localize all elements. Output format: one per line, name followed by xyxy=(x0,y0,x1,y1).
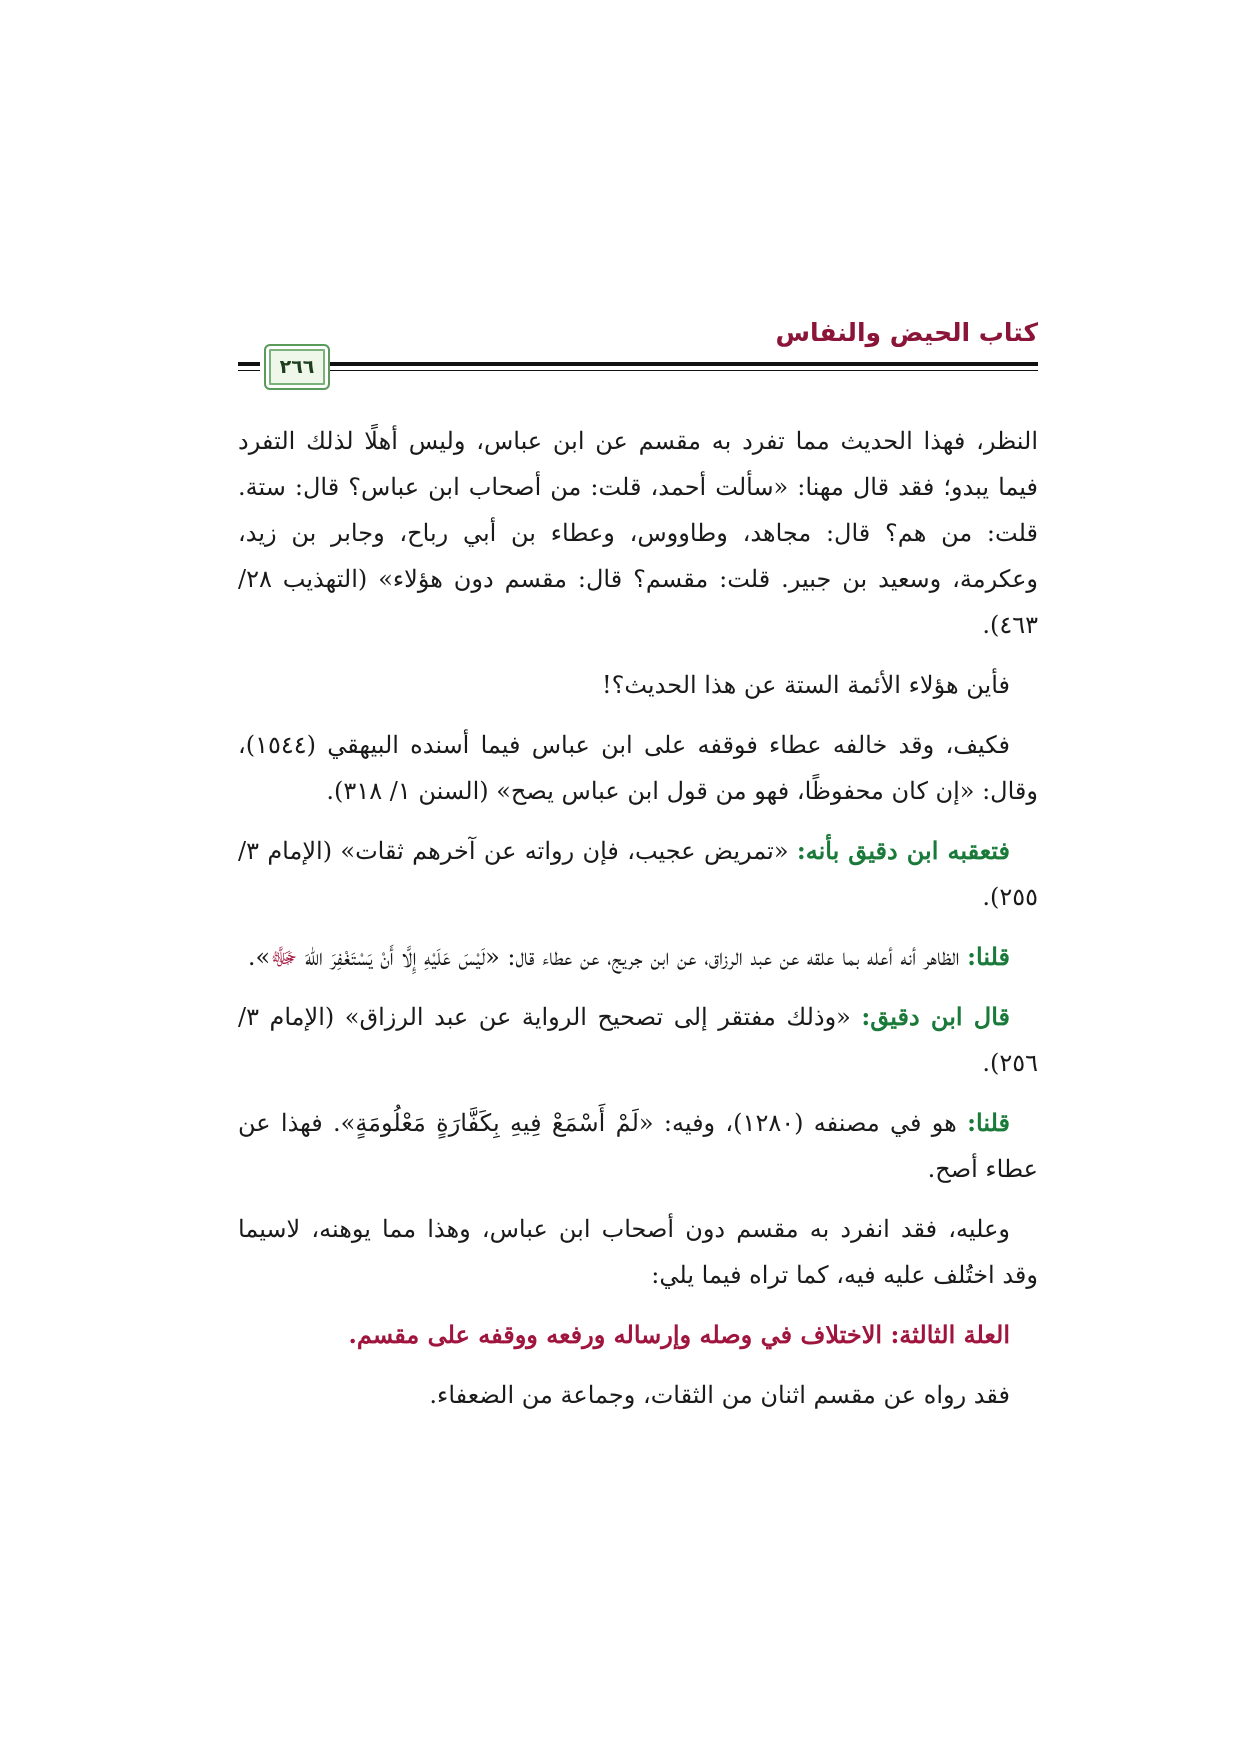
paragraph-9: فقد رواه عن مقسم اثنان من الثقات، وجماعة من الضعفاء. xyxy=(429,1381,1010,1409)
header-rule-thin xyxy=(330,370,1038,371)
paragraph-5-text-a: الظاهر أنه أعله بما علقه عن عبد الرزاق، عن ابن جريج، عن عطاء قال: «لَيْسَ عَلَيْهِ إِلَّا أَنْ يَسْتَغْفِرَ اللهَ xyxy=(297,943,968,971)
book-title: كتاب الحيض والنفاس xyxy=(775,318,1038,347)
header-rule-thick xyxy=(330,362,1038,366)
paragraph-5-text-b: ». xyxy=(247,943,271,971)
page-body xyxy=(238,418,1038,1432)
paragraph-4-text: «تمريض عجيب، فإن رواته عن آخرهم ثقات» (الإمام ٣/ ٢٥٥). xyxy=(238,837,1038,911)
page-number-badge xyxy=(264,344,330,390)
paragraph-7 xyxy=(238,1100,1038,1192)
paragraph-2: فأين هؤلاء الأئمة الستة عن هذا الحديث؟! xyxy=(601,671,1010,699)
page-header xyxy=(238,318,1038,390)
paragraph-7-label: قلنا: xyxy=(967,1108,1010,1137)
paragraph-3: فكيف، وقد خالفه عطاء فوقفه على ابن عباس فيما أسنده البيهقي (١٥٤٤)، وقال: «إن كان محفوظًا، فهو من قول ابن عباس يصح» (السنن ١/ ٣١٨). xyxy=(238,731,1038,805)
page-number: ٢٦٦ xyxy=(279,356,315,378)
paragraph-7-text: هو في مصنفه (١٢٨٠)، وفيه: «لَمْ أَسْمَعْ فِيهِ بِكَفَّارَةٍ مَعْلُومَةٍ». فهذا عن عطاء أصح. xyxy=(238,1109,1038,1183)
paragraph-4 xyxy=(238,828,1038,920)
paragraph-5 xyxy=(238,934,1038,980)
paragraph-8: وعليه، فقد انفرد به مقسم دون أصحاب ابن عباس، وهذا مما يوهنه، لاسيما وقد اختُلف عليه فيه، كما تراه فيما يلي: xyxy=(238,1215,1038,1289)
honorific-symbol: ﷻ xyxy=(270,943,298,971)
paragraph-4-label: فتعقبه ابن دقيق بأنه: xyxy=(796,836,1010,865)
section-heading: العلة الثالثة: الاختلاف في وصله وإرساله ورفعه ووقفه على مقسم. xyxy=(348,1320,1010,1349)
paragraph-6 xyxy=(238,994,1038,1086)
paragraph-1: النظر، فهذا الحديث مما تفرد به مقسم عن ابن عباس، وليس أهلًا لذلك التفرد فيما يبدو؛ فقد قال مهنا: «سألت أحمد، قلت: من أصحاب ابن عباس؟ قال: ستة. قلت: من هم؟ قال: مجاهد، وطاووس، وعطاء بن أبي رباح، وجابر بن زيد، وعكرمة، وسعيد بن جبير. قلت: مقسم؟ قال: مقسم دون هؤلاء» (التهذيب ٢٨/ ٤٦٣). xyxy=(238,427,1038,639)
paragraph-6-text: «وذلك مفتقر إلى تصحيح الرواية عن عبد الرزاق» (الإمام ٣/ ٢٥٦). xyxy=(238,1003,1038,1077)
paragraph-5-label: قلنا: xyxy=(967,942,1010,971)
paragraph-6-label: قال ابن دقيق: xyxy=(861,1002,1011,1031)
header-rule-left-thin xyxy=(238,370,260,371)
header-rule-left-thick xyxy=(238,362,260,366)
